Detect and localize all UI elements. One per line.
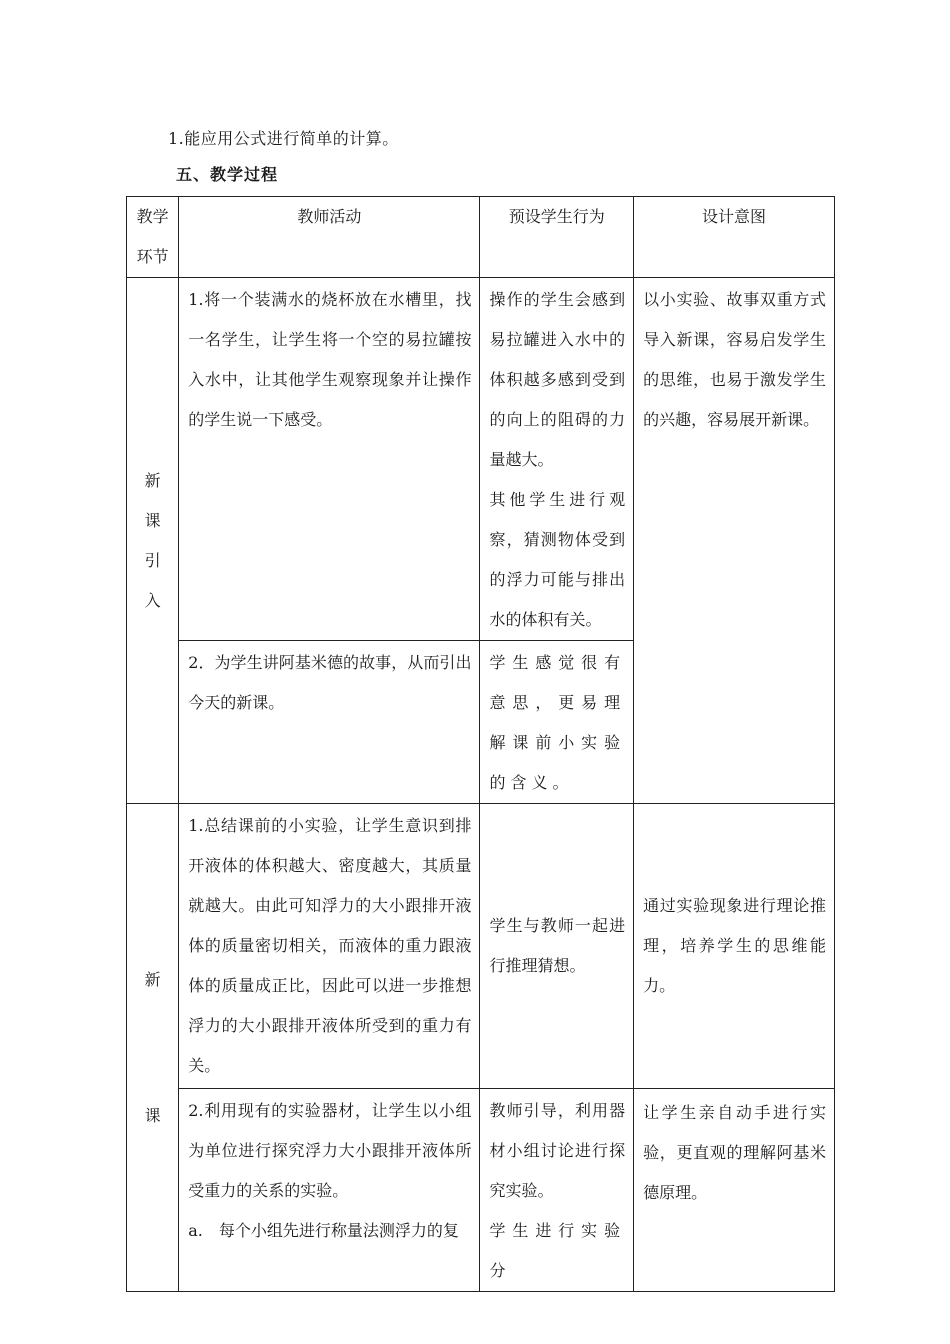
header-intent: 设计意图 xyxy=(634,197,835,278)
stage-cell-new: 新 课 xyxy=(127,804,179,1292)
teacher-activity-cell: 1.将一个装满水的烧杯放在水槽里，找一名学生，让学生将一个空的易拉罐按入水中，让其他学生观察现象并让操作的学生说一下感受。 xyxy=(179,278,480,641)
table-header-row xyxy=(127,197,835,278)
teacher-activity-cell: 1.总结课前的小实验，让学生意识到排开液体的体积越大、密度越大，其质量就越大。由此可知浮力的大小跟排开液体的质量密切相关，而液体的重力跟液体的质量成正比，因此可以进一步推想浮力的大小跟排开液体所受到的重力有关。 xyxy=(179,804,480,1089)
design-intent-cell: 让学生亲自动手进行实验，更直观的理解阿基米德原理。 xyxy=(634,1089,835,1292)
table-row xyxy=(127,278,835,641)
design-intent-cell: 通过实验现象进行理论推理，培养学生的思维能力。 xyxy=(634,804,835,1089)
intro-line: 1.能应用公式进行简单的计算。 xyxy=(168,129,399,148)
header-teacher: 教师活动 xyxy=(179,197,480,278)
section-heading: 五、教学过程 xyxy=(176,165,279,184)
table-row xyxy=(127,1089,835,1292)
header-stage: 教学环节 xyxy=(127,197,179,278)
student-behavior-cell: 教师引导，利用器材小组讨论进行探究实验。 学生进行实验分 xyxy=(480,1089,634,1292)
teacher-activity-cell: 2．为学生讲阿基米德的故事，从而引出今天的新课。 xyxy=(179,641,480,804)
teaching-process-table xyxy=(126,196,835,1292)
student-behavior-cell: 学生感觉很有意思，更易理解课前小实验的含义。 xyxy=(480,641,634,804)
student-behavior-cell: 学生与教师一起进行推理猜想。 xyxy=(480,804,634,1089)
table-row xyxy=(127,804,835,1089)
design-intent-cell: 以小实验、故事双重方式导入新课，容易启发学生的思维，也易于激发学生的兴趣，容易展开新课。 xyxy=(634,278,835,804)
teacher-activity-cell: 2.利用现有的实验器材，让学生以小组为单位进行探究浮力大小跟排开液体所受重力的关系的实验。 a. 每个小组先进行称量法测浮力的复 xyxy=(179,1089,480,1292)
stage-cell-intro: 新 课 引 入 xyxy=(127,278,179,804)
student-behavior-cell: 操作的学生会感到易拉罐进入水中的体积越多感到受到的向上的阻碍的力量越大。 其他学生进行观察，猜测物体受到的浮力可能与排出水的体积有关。 xyxy=(480,278,634,641)
header-student: 预设学生行为 xyxy=(480,197,634,278)
